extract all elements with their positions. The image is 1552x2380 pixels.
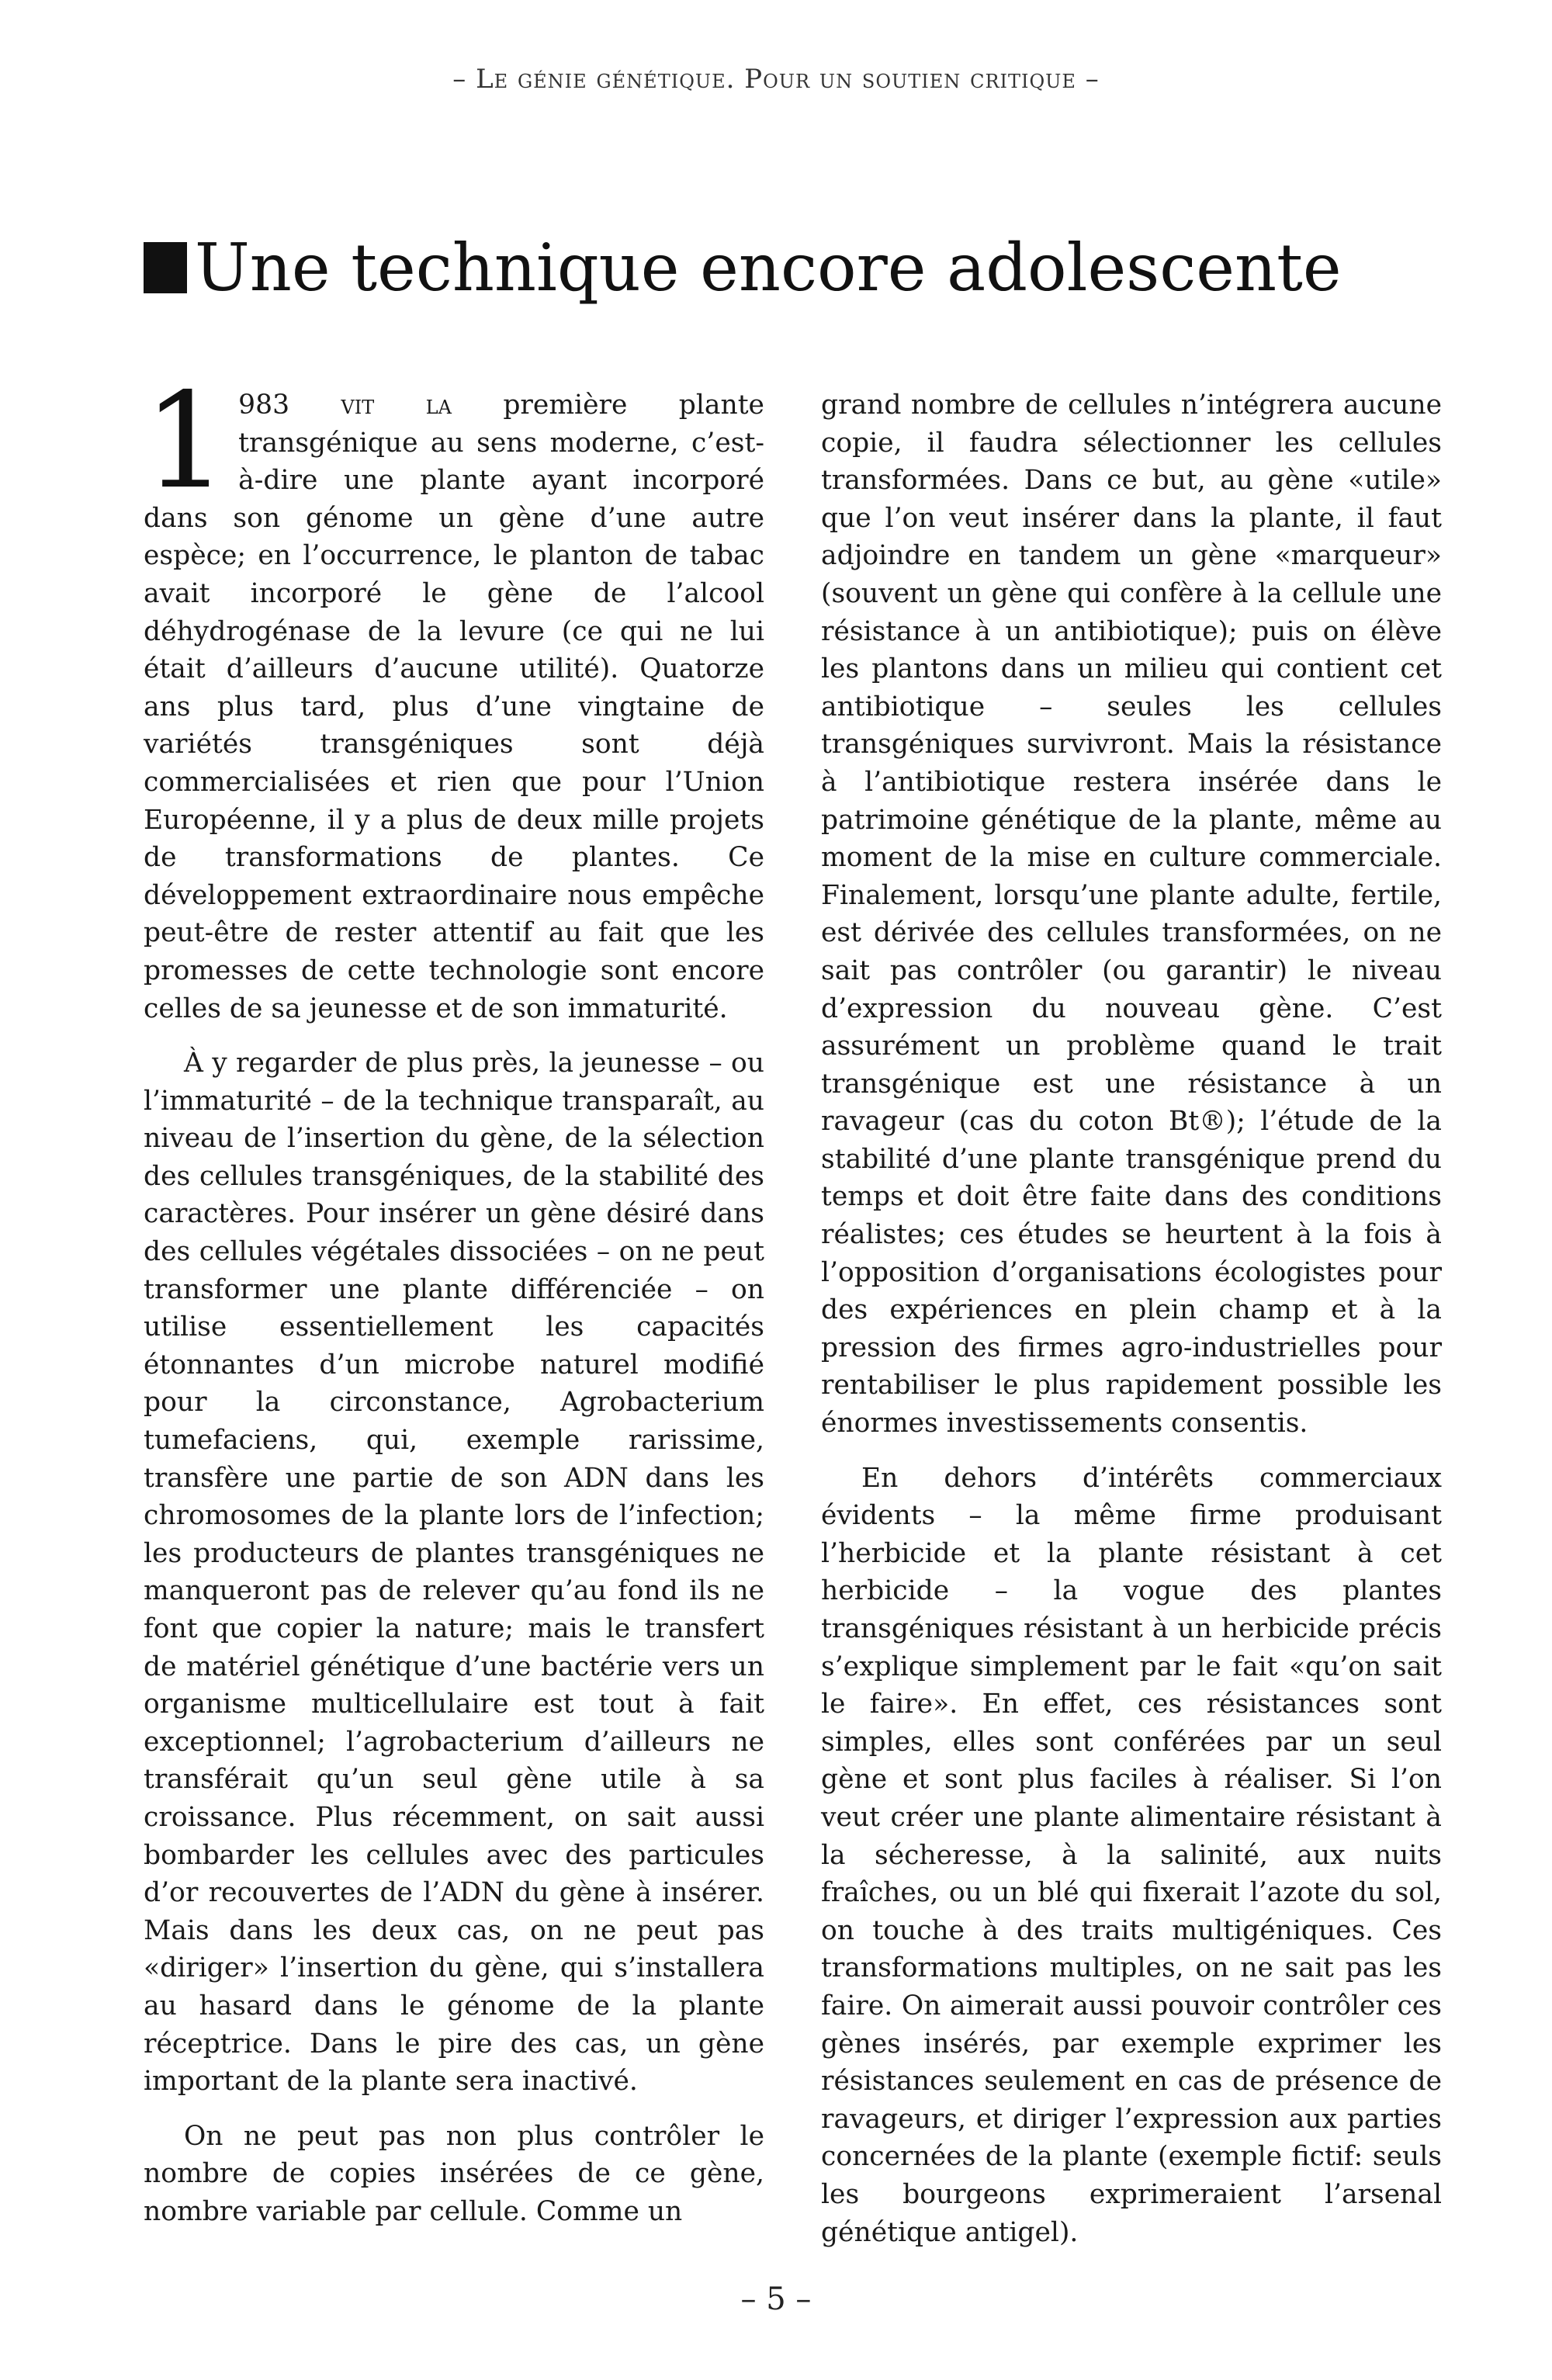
- intro-numeral: 983: [238, 390, 290, 421]
- drop-cap: 1: [144, 365, 228, 518]
- right-column: [821, 386, 1442, 2268]
- left-column: [144, 365, 764, 2248]
- left-paragraph: À y regarder de plus près, la jeunesse – ou l’immaturité – de la technique transparaît, au niveau de l’insertion du gène, de la sélection des cellules transgéniques, de la stabilité des caractères. Pour insérer un gène désiré dans des cellules végétales dissociées – on ne peut transformer une plante différenciée – on utilise essentiellement les capacités étonnantes d’un microbe naturel modifié pour la circonstance, Agrobacterium tumefaciens, qui, exemple rarissime, transfère une partie de son ADN dans les chromosomes de la plante lors de l’infection; les producteurs de plantes transgéniques ne manqueront pas de relever qu’au fond ils ne font que copier la nature; mais le transfert de matériel génétique d’une bactérie vers un organisme multicellulaire est tout à fait exceptionnel; l’agrobacterium d’ailleurs ne transférait qu’un seul gène utile à sa croissance. Plus récemment, on sait aussi bombarder les cellules avec des particules d’or recouvertes de l’ADN du gène à insérer. Mais dans les deux cas, on ne peut pas «diriger» l’insertion du gène, qui s’installera au hasard dans le génome de la plante réceptrice. Dans le pire des cas, un gène important de la plante sera inactivé.: [144, 1048, 764, 2098]
- intro-paragraph: [144, 365, 764, 1027]
- page-title: [144, 230, 1342, 306]
- title-square-icon: [144, 242, 187, 293]
- page-number: – 5 –: [740, 2281, 812, 2317]
- left-paragraph: On ne peut pas non plus contrôler le nombre de copies insérées de ce gène, nombre variable par cellule. Comme un: [144, 2120, 764, 2227]
- intro-smallcaps: vit la: [289, 390, 452, 421]
- running-head: – Le génie génétique. Pour un soutien critique –: [452, 64, 1100, 95]
- right-paragraph: En dehors d’intérêts commerciaux évidents – la même firme produisant l’herbicide et la plante résistant à cet herbicide – la vogue des plantes transgéniques résistant à un herbicide précis s’explique simplement par le fait «qu’on sait le faire». En effet, ces résistances sont simples, elles sont conférées par un seul gène et sont plus faciles à réaliser. Si l’on veut créer une plante alimentaire résistant à la sécheresse, à la salinité, aux nuits fraîches, ou un blé qui fixerait l’azote du sol, on touche à des traits multigéniques. Ces transformations multiples, on ne sait pas les faire. On aimerait aussi pouvoir contrôler ces gènes insérés, par exemple exprimer les résistances seulement en cas de présence de ravageurs, et diriger l’expression aux parties concernées de la plante (exemple fictif: seuls les bourgeons exprimeraient l’arsenal génétique antigel).: [821, 1462, 1442, 2248]
- right-paragraph: grand nombre de cellules n’intégrera aucune copie, il faudra sélectionner les cellules transformées. Dans ce but, au gène «utile» que l’on veut insérer dans la plante, il faut adjoindre en tandem un gène «marqueur» (souvent un gène qui confère à la cellule une résistance à un antibiotique); puis on élève les plantons dans un milieu qui contient cet antibiotique – seules les cellules transgéniques survivront. Mais la résistance à l’antibiotique restera insérée dans le patrimoine génétique de la plante, même au moment de la mise en culture commerciale. Finalement, lorsqu’une plante adulte, fertile, est dérivée des cellules transformées, on ne sait pas contrôler (ou garantir) le niveau d’expression du nouveau gène. C’est assurément un problème quand le trait transgénique est une résistance à un ravageur (cas du coton Bt®); l’étude de la stabilité d’une plante transgénique prend du temps et doit être faite dans des conditions réalistes; ces études se heurtent à la fois à l’opposition d’organisations écologistes pour des expériences en plein champ et à la pression des firmes agro-industrielles pour rentabiliser le plus rapidement possible les énormes investissements consentis.: [821, 390, 1442, 1439]
- intro-text: première plante transgénique au sens moderne, c’est-à-dire une plante ayant incorporé dans son génome un gène d’une autre espèce; en l’occurrence, le planton de tabac avait incorporé le gène de l’alcool déhydrogénase de la levure (ce qui ne lui était d’ailleurs d’aucune utilité). Quatorze ans plus tard, plus d’une vingtaine de variétés transgéniques sont déjà commercialisées et rien que pour l’Union Européenne, il y a plus de deux mille projets de transformations de plantes. Ce développement extraordinaire nous empêche peut-être de rester attentif au fait que les promesses de cette technologie sont encore celles de sa jeunesse et de son immaturité.: [144, 390, 764, 1024]
- title-text: Une technique encore adolescente: [195, 230, 1342, 306]
